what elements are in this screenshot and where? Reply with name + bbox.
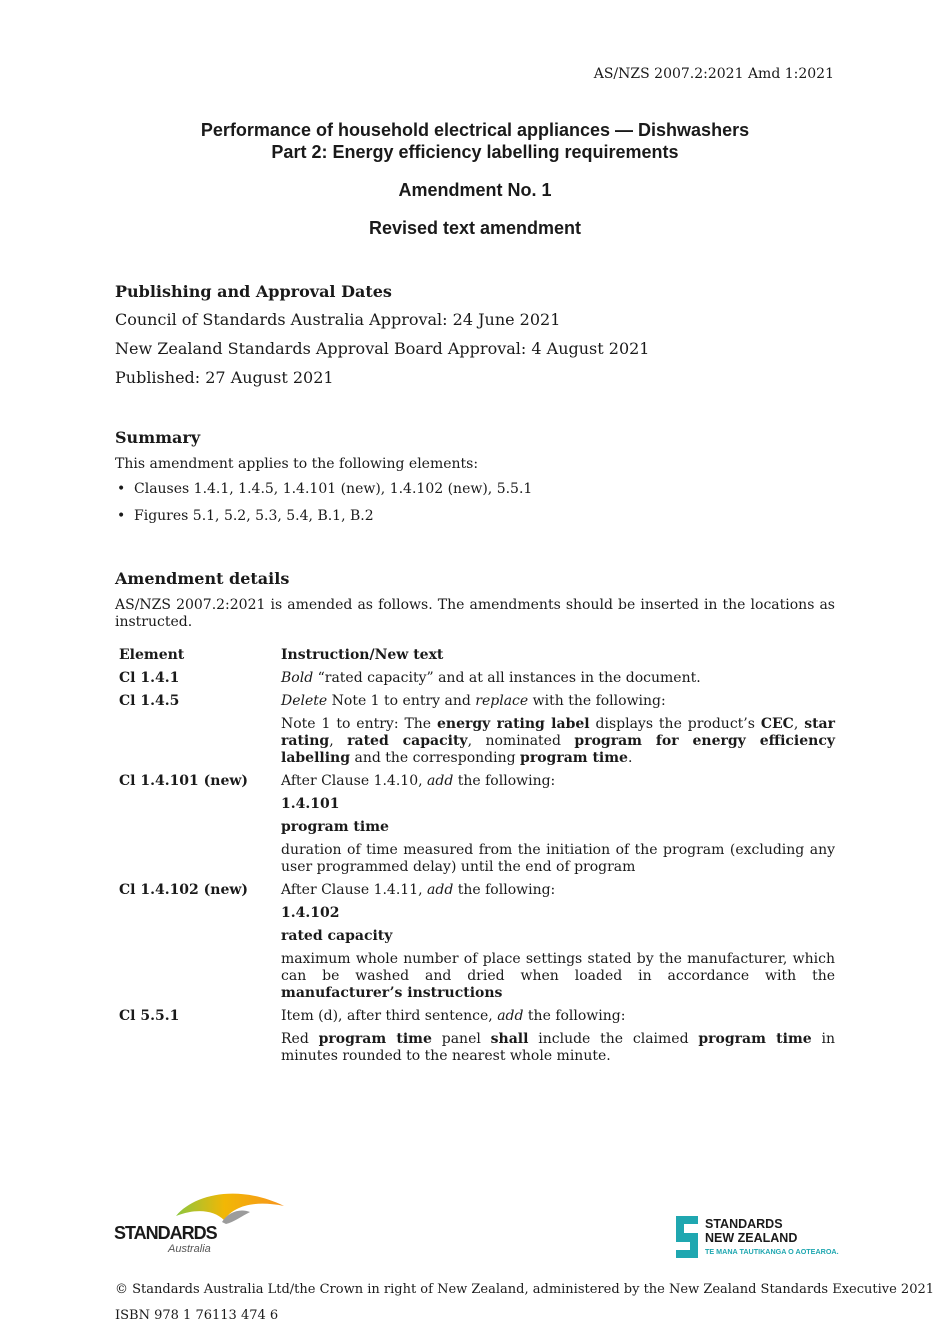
emphasis-text: add	[497, 1008, 524, 1024]
published-date: Published: 27 August 2021	[115, 368, 334, 387]
defined-term: program time	[698, 1031, 812, 1047]
defined-term: shall	[490, 1031, 529, 1047]
details-section	[115, 569, 835, 631]
amendment-type: Revised text amendment	[368, 218, 582, 238]
text: displays the product’s	[589, 716, 761, 732]
emphasis-text: replace	[475, 693, 529, 709]
column-header-instruction: Instruction/New text	[281, 647, 444, 663]
element-cell: Cl 1.4.101 (new)	[119, 773, 249, 789]
details-heading: Amendment details	[115, 569, 290, 588]
instruction-text: After Clause 1.4.10,	[281, 773, 428, 789]
emphasis-text: Delete	[281, 693, 328, 709]
list-item: • Clauses 1.4.1, 1.4.5, 1.4.101 (new), 1.4.102 (new), 5.5.1	[115, 480, 835, 498]
text: Note 1 to entry: The	[281, 716, 438, 732]
details-intro: AS/NZS 2007.2:2021 is amended as follows. The amendments should be inserted in the locations as instructed.	[115, 597, 835, 630]
list-item: • Figures 5.1, 5.2, 5.3, 5.4, B.1, B.2	[115, 507, 835, 525]
logo-wordmark: STANDARDS	[114, 1223, 217, 1243]
text: include the claimed	[528, 1031, 699, 1047]
document-reference: AS/NZS 2007.2:2021 Amd 1:2021	[593, 66, 834, 82]
isbn: ISBN 978 1 76113 474 6	[115, 1308, 279, 1323]
text: ,	[793, 716, 805, 732]
defined-term: program time	[318, 1031, 432, 1047]
emphasis-text: add	[427, 773, 454, 789]
table-row	[115, 670, 835, 693]
instruction-cell	[281, 693, 835, 773]
title-line-1: Performance of household electrical appliances — Dishwashers	[200, 120, 750, 140]
summary-intro: This amendment applies to the following elements:	[115, 456, 479, 472]
summary-list	[115, 480, 835, 525]
amendment-number: Amendment No. 1	[398, 180, 552, 200]
new-text	[281, 1031, 835, 1065]
instruction-text: with the following:	[528, 693, 666, 709]
instruction-cell	[281, 773, 835, 882]
title-block	[0, 119, 950, 239]
term-definition: duration of time measured from the initiation of the program (excluding any user programmed delay) until the end of program	[281, 842, 835, 875]
instruction-text: Item (d), after third sentence,	[281, 1008, 498, 1024]
term-heading: program time	[281, 819, 389, 835]
title-line-2: Part 2: Energy efficiency labelling requirements	[271, 142, 679, 162]
element-cell: Cl 5.5.1	[119, 1008, 180, 1024]
instruction-line	[281, 1008, 835, 1025]
column-header-element: Element	[119, 647, 185, 663]
text: .	[627, 750, 633, 766]
standards-australia-logo	[114, 1186, 289, 1254]
table-row	[115, 693, 835, 773]
instruction-text: Note 1 to entry and	[327, 693, 476, 709]
text: maximum whole number of place settings stated by the manufacturer, which can be washed and dried when loaded in accordance with the	[281, 951, 835, 984]
defined-term: manufacturer’s instructions	[281, 985, 503, 1001]
text: ,	[329, 733, 348, 749]
logo-line-2: NEW ZEALAND	[705, 1231, 798, 1245]
emphasis-text: add	[427, 882, 454, 898]
term-definition	[281, 951, 835, 1002]
copyright-notice: © Standards Australia Ltd/the Crown in right of New Zealand, administered by the New Zealand Standards Executive 2021	[115, 1282, 935, 1297]
text: in minutes rounded to the nearest whole minute.	[281, 1031, 835, 1064]
amendment-table	[115, 647, 835, 1071]
logo-tagline: TE MANA TAUTIKANGA O AOTEAROA.	[705, 1247, 839, 1256]
defined-term: rated capacity	[347, 733, 468, 749]
instruction-text: After Clause 1.4.11,	[281, 882, 428, 898]
instruction-line	[281, 773, 835, 790]
summary-section	[115, 428, 835, 534]
logo-mark-block	[676, 1216, 684, 1242]
logo-mark-block	[676, 1250, 698, 1258]
new-text	[281, 716, 835, 767]
instruction-cell	[281, 670, 835, 693]
standards-new-zealand-logo	[676, 1216, 846, 1258]
instruction-text: the following:	[523, 1008, 626, 1024]
clause-number: 1.4.102	[281, 905, 340, 921]
instruction-text: the following:	[453, 773, 556, 789]
text: Red	[281, 1031, 319, 1047]
text: panel	[431, 1031, 491, 1047]
approval-australia: Council of Standards Australia Approval: 24 June 2021	[115, 310, 561, 329]
instruction-cell	[281, 1008, 835, 1071]
element-cell: Cl 1.4.1	[119, 670, 180, 686]
instruction-cell	[281, 882, 835, 1008]
defined-term: program for energy efficiency labelling	[281, 733, 835, 766]
logo-subtext: Australia	[168, 1243, 211, 1254]
defined-term: energy rating label	[437, 716, 590, 732]
element-cell: Cl 1.4.102 (new)	[119, 882, 249, 898]
element-cell: Cl 1.4.5	[119, 693, 180, 709]
defined-term: program time	[520, 750, 628, 766]
text: , nominated	[467, 733, 575, 749]
table-row	[115, 773, 835, 882]
instruction-text: “rated capacity” and at all instances in the document.	[313, 670, 701, 686]
instruction-line	[281, 693, 835, 710]
instruction-text: the following:	[453, 882, 556, 898]
logo-line-1: STANDARDS	[705, 1217, 783, 1231]
clause-number: 1.4.101	[281, 796, 340, 812]
emphasis-text: Bold	[281, 670, 314, 686]
instruction-line	[281, 882, 835, 899]
term-heading: rated capacity	[281, 928, 393, 944]
summary-heading: Summary	[115, 428, 201, 447]
defined-term: star rating	[281, 716, 835, 749]
publishing-section	[115, 282, 835, 388]
table-row	[115, 882, 835, 1008]
table-header-row	[115, 647, 835, 670]
publishing-heading: Publishing and Approval Dates	[115, 282, 392, 301]
table-row	[115, 1008, 835, 1071]
approval-new-zealand: New Zealand Standards Approval Board Approval: 4 August 2021	[115, 339, 650, 358]
text: and the corresponding	[350, 750, 521, 766]
defined-term: CEC	[760, 716, 794, 732]
